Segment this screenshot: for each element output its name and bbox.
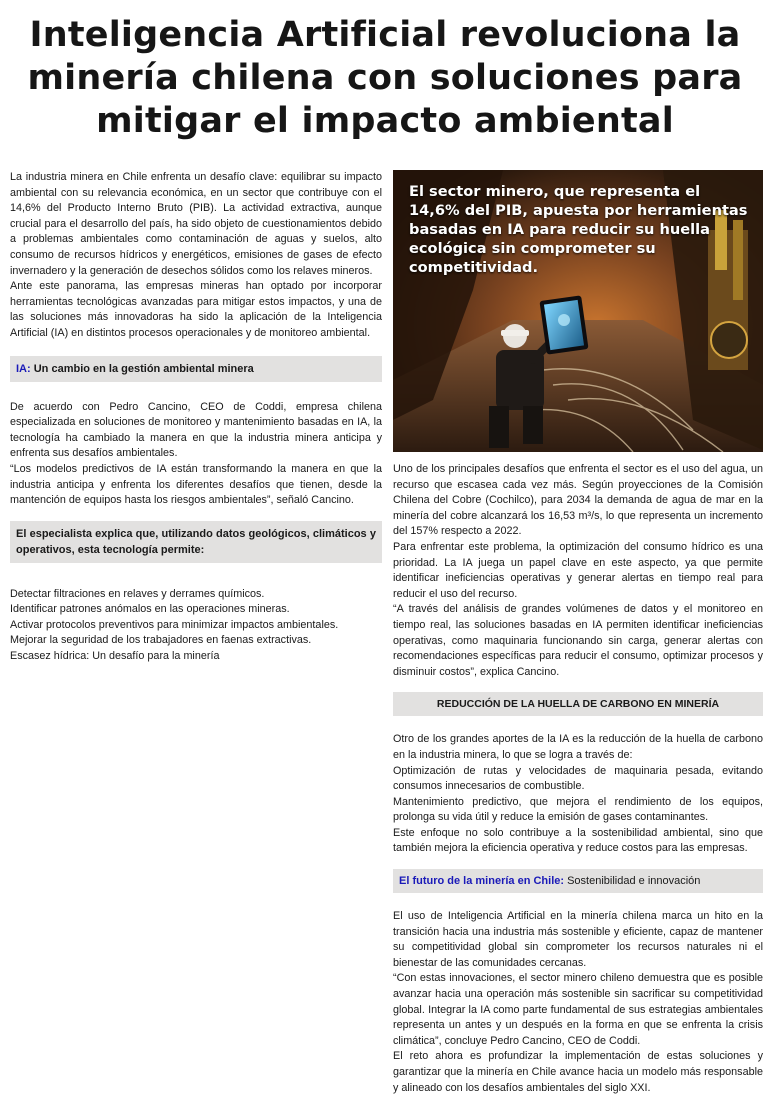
- water-paragraph-2: Para enfrentar este problema, la optimización del consumo hídrico es una prioridad. La IA juega un papel clave en este aspecto, ya que permite identificar ineficiencias operativas y generar alertas en tiempo real para reducir el uso del recurso.: [393, 540, 763, 600]
- section-heading-future-label: El futuro de la minería en Chile:: [399, 875, 565, 888]
- list-item: Detectar filtraciones en relaves y derrames químicos.: [10, 587, 265, 600]
- future-paragraph-1: El uso de Inteligencia Artificial en la minería chilena marca un hito en la transición hacia una industria más sostenible y eficiente, capaz de mantener su competitividad global sin comprometer los recursos naturales ni el bienestar de las comunidades cercanas.: [393, 910, 763, 969]
- section-heading-ia-label: IA:: [16, 362, 31, 375]
- list-item: Identificar patrones anómalos en las operaciones mineras.: [10, 603, 290, 616]
- section-heading-ia: [10, 356, 382, 382]
- future-paragraph-2: “Con estas innovaciones, el sector minero chileno demuestra que es posible avanzar hacia una operación más sostenible sin sacrificar su competitividad global. Integrar la IA como parte fundamental de sus estrategias ambientales representa un antes y un después en la forma en que se enfrenta la crisis climática”, concluye Pedro Cancino, CEO de Coddi.: [393, 972, 763, 1047]
- carbon-paragraph-4: Este enfoque no solo contribuye a la sostenibilidad ambiental, sino que también mejora la eficiencia operativa y reduce costos para las empresas.: [393, 826, 763, 855]
- right-column: [393, 462, 763, 1096]
- section-heading-specialist: El especialista explica que, utilizando datos geológicos, climáticos y operativos, esta tecnología permite:: [10, 521, 382, 563]
- hero-image: [393, 170, 763, 452]
- list-item: Activar protocolos preventivos para minimizar impactos ambientales.: [10, 618, 339, 631]
- capabilities-list: [10, 587, 382, 665]
- water-paragraph-3: “A través del análisis de grandes volúmenes de datos y el monitoreo en tiempo real, las soluciones basadas en IA permiten identificar ineficiencias operativas, como maquinaria funcionando sin carga, generar alertas con recomendaciones específicas para reducir el consumo, optimizar procesos y disminuir costos”, explica Cancino.: [393, 603, 763, 678]
- section-heading-future-title: Sostenibilidad e innovación: [567, 875, 701, 888]
- hero-caption: El sector minero, que representa el 14,6% del PIB, apuesta por herramientas basadas en IA para reducir su huella ecológica sin comprometer su competitividad.: [409, 183, 748, 276]
- carbon-paragraph-2: Optimización de rutas y velocidades de maquinaria pesada, evitando consumos innecesarios de combustible.: [393, 764, 763, 793]
- list-item: Escasez hídrica: Un desafío para la minería: [10, 650, 220, 663]
- carbon-paragraph-3: Mantenimiento predictivo, que mejora el rendimiento de los equipos, prolonga su vida útil y reduce la emisión de gases contaminantes.: [393, 795, 763, 824]
- headline: Inteligencia Artificial revoluciona la minería chilena con soluciones para mitigar el impacto ambiental: [27, 15, 743, 141]
- intro-paragraph-1: La industria minera en Chile enfrenta un desafío clave: equilibrar su impacto ambiental con su relevancia económica, en un sector que contribuye con el 14,6% del Producto Interno Bruto (PIB). La actividad extractiva, aunque crucial para el desarrollo del país, ha sido objeto de cuestionamientos debido a problemas ambientales como contaminación de aguas y suelos, alto consumo de recursos hídricos y energéticos, emisiones de gases de efecto invernadero y la generación de desechos sólidos como los relaves mineros.: [10, 171, 382, 277]
- section-heading-ia-title: Un cambio en la gestión ambiental minera: [33, 362, 254, 375]
- section-heading-future: [393, 869, 763, 893]
- list-item: Mejorar la seguridad de los trabajadores en faenas extractivas.: [10, 634, 312, 647]
- future-paragraph-3: El reto ahora es profundizar la implementación de estas soluciones y garantizar que la minería en Chile avance hacia un modelo más responsable y alineado con los desafíos ambientales del siglo XXI.: [393, 1050, 763, 1094]
- intro-paragraph-2: Ante este panorama, las empresas mineras han optado por incorporar herramientas tecnológicas avanzadas para mitigar estos impactos, y una de las soluciones más innovadoras ha sido la aplicación de la Inteligencia Artificial (IA) en distintos procesos operacionales y de monitoreo ambiental.: [10, 280, 382, 339]
- water-paragraph-1: Uno de los principales desafíos que enfrenta el sector es el uso del agua, un recurso que escasea cada vez más. Según proyecciones de la Comisión Chilena del Cobre (Cochilco), para 2034 la demanda de agua de mar en la minería del cobre alcanzará los 16,53 m³/s, lo que representa un incremento del 157% respecto a 2022.: [393, 463, 763, 538]
- cancino-paragraph: De acuerdo con Pedro Cancino, CEO de Coddi, empresa chilena especializada en soluciones de monitoreo y mantenimiento basadas en IA, la tecnología ha cambiado la manera en que la industria minera anticipa y enfrenta sus desafíos ambientales.: [10, 400, 382, 460]
- section-heading-carbon: REDUCCIÓN DE LA HUELLA DE CARBONO EN MINERÍA: [393, 692, 763, 716]
- carbon-paragraph-1: Otro de los grandes aportes de la IA es la reducción de la huella de carbono en la industria minera, lo que se logra a través de:: [393, 733, 763, 761]
- tablet-screen: [539, 295, 588, 354]
- left-column: [10, 170, 382, 665]
- cancino-quote: “Los modelos predictivos de IA están transformando la manera en que la industria anticipa y enfrenta los diferentes desafíos que tienen, desde la mantención de equipos hasta los riesgos ambientales”, señaló Cancino.: [10, 462, 382, 507]
